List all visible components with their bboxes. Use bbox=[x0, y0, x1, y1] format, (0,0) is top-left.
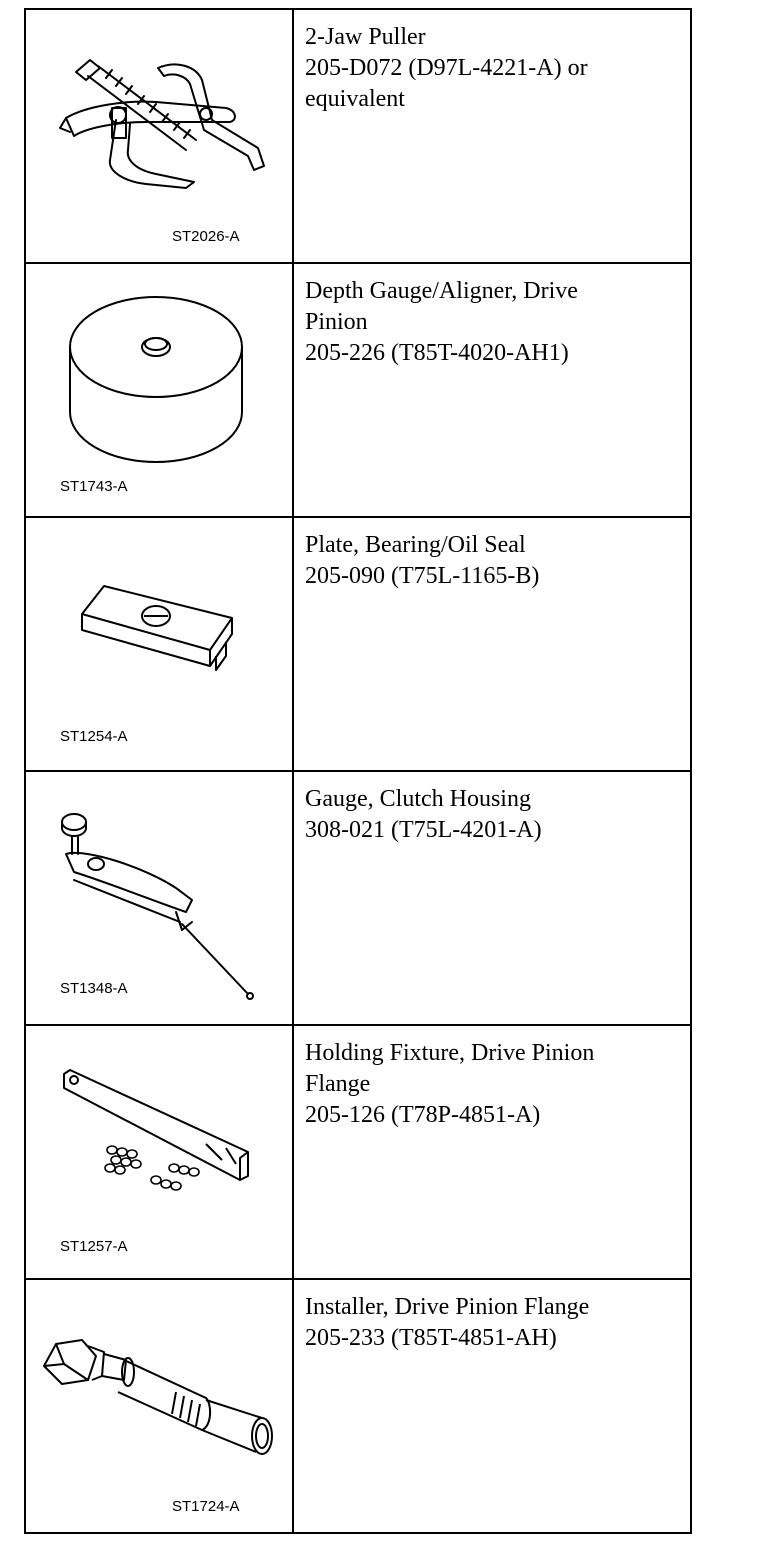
table-row bbox=[25, 9, 691, 263]
illustration-code: ST1348-A bbox=[60, 980, 128, 997]
two-jaw-puller-icon bbox=[26, 10, 292, 262]
table-row bbox=[25, 1025, 691, 1279]
illustration-code: ST1743-A bbox=[60, 478, 128, 495]
illustration-cell bbox=[25, 517, 293, 771]
tool-number: 205-226 (T85T-4020-AH1) bbox=[305, 340, 569, 366]
tool-number: 205-126 (T78P-4851-A) bbox=[305, 1102, 541, 1128]
illustration-cell bbox=[25, 1025, 293, 1279]
illustration-cell bbox=[25, 263, 293, 517]
tool-description bbox=[293, 1025, 691, 1279]
tool-description bbox=[293, 263, 691, 517]
tool-name: Depth Gauge/Aligner, Drive bbox=[305, 278, 578, 304]
tool-number: 205-D072 (D97L-4221-A) or bbox=[305, 55, 588, 81]
illustration-cell bbox=[25, 1279, 293, 1533]
illustration-cell bbox=[25, 771, 293, 1025]
illustration-cell bbox=[25, 9, 293, 263]
tool-note: equivalent bbox=[305, 86, 405, 112]
illustration-code: ST2026-A bbox=[172, 228, 240, 245]
tool-description bbox=[293, 771, 691, 1025]
tool-number: 205-090 (T75L-1165-B) bbox=[305, 563, 540, 589]
tool-name-continued: Flange bbox=[305, 1071, 371, 1097]
illustration-code: ST1724-A bbox=[172, 1498, 240, 1515]
special-tools-table bbox=[24, 8, 692, 1534]
tool-name: 2-Jaw Puller bbox=[305, 24, 426, 50]
tool-number: 205-233 (T85T-4851-AH) bbox=[305, 1325, 557, 1351]
tool-number: 308-021 (T75L-4201-A) bbox=[305, 817, 542, 843]
table-row bbox=[25, 263, 691, 517]
tool-description bbox=[293, 9, 691, 263]
tool-description bbox=[293, 1279, 691, 1533]
table-row bbox=[25, 517, 691, 771]
tool-name: Plate, Bearing/Oil Seal bbox=[305, 532, 526, 558]
table-row bbox=[25, 1279, 691, 1533]
tool-name: Gauge, Clutch Housing bbox=[305, 786, 531, 812]
flange-installer-icon bbox=[26, 1280, 292, 1532]
tool-name: Holding Fixture, Drive Pinion bbox=[305, 1040, 595, 1066]
tool-name-continued: Pinion bbox=[305, 309, 368, 335]
illustration-code: ST1257-A bbox=[60, 1238, 128, 1255]
illustration-code: ST1254-A bbox=[60, 728, 128, 745]
tool-name: Installer, Drive Pinion Flange bbox=[305, 1294, 590, 1320]
table-row bbox=[25, 771, 691, 1025]
tool-description bbox=[293, 517, 691, 771]
